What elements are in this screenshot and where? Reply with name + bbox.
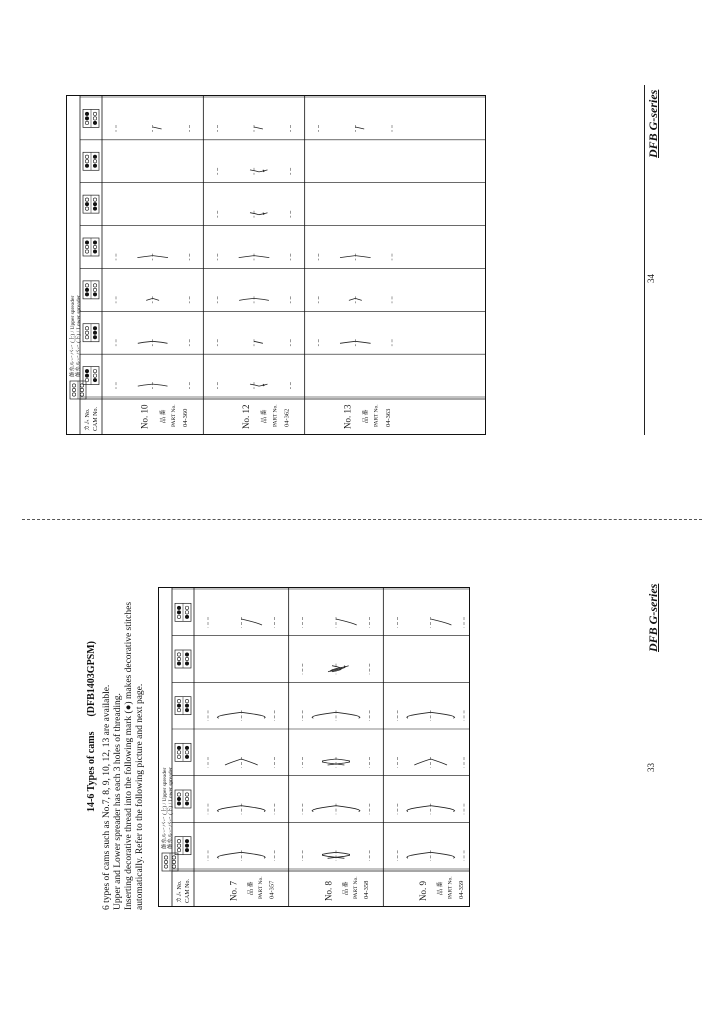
- threaded-hole-mark: [93, 336, 96, 339]
- legend-lower-spreader: 飾糸ルーパー (下) / Lower spreader: [76, 295, 82, 377]
- stitch-trace: [336, 619, 357, 625]
- part-label-jp: 品 番: [248, 881, 255, 895]
- empty-hole-mark: [85, 155, 88, 158]
- stitch-trace: [217, 806, 241, 812]
- table-frame: [67, 96, 486, 435]
- empty-hole-mark: [72, 393, 75, 396]
- threaded-hole-mark: [185, 839, 188, 842]
- threaded-hole-mark: [93, 121, 96, 124]
- stitch-trace: [407, 712, 431, 718]
- threaded-hole-mark: [85, 164, 88, 167]
- stitch-trace: [312, 806, 336, 812]
- stitch-trace: [336, 806, 360, 812]
- stitch-trace: [250, 170, 259, 172]
- stitch-trace: [239, 298, 254, 300]
- threaded-hole-mark: [93, 250, 96, 253]
- threaded-hole-mark: [93, 331, 96, 334]
- empty-hole-mark: [177, 653, 180, 656]
- threaded-hole-mark: [93, 327, 96, 330]
- stitch-trace: [250, 384, 259, 386]
- stitch-trace: [137, 256, 152, 258]
- legend-upper-spreader: 飾糸ルーパー (上) / Upper spreader: [162, 767, 168, 849]
- part-label-jp: 品 番: [438, 881, 445, 895]
- part-number: 04-358: [363, 880, 371, 899]
- page-number-34: 34: [646, 274, 656, 283]
- legend-upper-spreader: 飾糸ルーパー (上) / Upper spreader: [70, 295, 76, 377]
- description-line-1: 6 types of cams such as No.7, 8, 9, 10, 12, 13 are available.: [102, 684, 112, 910]
- empty-hole-mark: [93, 245, 96, 248]
- empty-hole-mark: [85, 331, 88, 334]
- empty-hole-mark: [85, 121, 88, 124]
- stitch-trace: [340, 341, 355, 343]
- empty-hole-mark: [93, 160, 96, 163]
- part-label-jp: 品 番: [160, 409, 167, 423]
- stitch-trace: [241, 759, 257, 765]
- threaded-hole-mark: [85, 202, 88, 205]
- stitch-trace: [414, 759, 430, 765]
- threaded-hole-mark: [85, 374, 88, 377]
- stitch-trace: [355, 127, 364, 129]
- empty-hole-mark: [177, 615, 180, 618]
- threaded-hole-mark: [93, 207, 96, 210]
- threaded-hole-mark: [85, 117, 88, 120]
- stitch-trace: [254, 127, 263, 129]
- empty-hole-mark: [185, 751, 188, 754]
- section-title: 14-6 Types of cams: [86, 731, 97, 812]
- stitch-trace: [407, 806, 431, 812]
- stitch-trace: [250, 213, 259, 215]
- stitch-trace: [254, 256, 269, 258]
- empty-hole-mark: [172, 856, 175, 859]
- stitch-trace: [138, 384, 153, 386]
- cam-header-jp: カム No.: [85, 408, 91, 431]
- stitch-trace: [355, 298, 362, 300]
- series-name-34: DFB G-series: [646, 89, 660, 158]
- stitch-trace: [431, 806, 455, 812]
- empty-hole-mark: [164, 860, 167, 863]
- stitch-trace: [217, 852, 241, 858]
- empty-hole-mark: [85, 160, 88, 163]
- threaded-hole-mark: [185, 802, 188, 805]
- cam-header-en: CAM No.: [93, 406, 99, 431]
- threaded-hole-mark: [85, 288, 88, 291]
- stitch-trace: [254, 298, 269, 300]
- cam-table-page-34: [66, 95, 486, 435]
- empty-hole-mark: [185, 793, 188, 796]
- empty-hole-mark: [164, 856, 167, 859]
- empty-hole-mark: [164, 865, 167, 868]
- part-label-en: PART No.: [170, 404, 177, 427]
- cam-number: No. 13: [342, 404, 353, 429]
- empty-hole-mark: [177, 844, 180, 847]
- threaded-hole-mark: [93, 155, 96, 158]
- threaded-hole-mark: [93, 378, 96, 381]
- cam-number: No. 7: [228, 881, 239, 901]
- section-heading: [86, 641, 97, 812]
- cam-header-en: CAM No.: [185, 878, 191, 903]
- stitch-trace: [153, 256, 168, 258]
- empty-hole-mark: [177, 848, 180, 851]
- threaded-hole-mark: [185, 704, 188, 707]
- threaded-hole-mark: [85, 369, 88, 372]
- stitch-trace: [153, 298, 159, 300]
- stitch-trace: [241, 852, 265, 858]
- empty-hole-mark: [72, 388, 75, 391]
- part-number: 04-362: [283, 408, 291, 427]
- cam-number: No. 9: [417, 881, 428, 901]
- stitch-trace: [336, 712, 360, 718]
- stitch-trace: [431, 712, 455, 718]
- cam-table-page-33: [158, 587, 470, 907]
- threaded-hole-mark: [177, 746, 180, 749]
- description-line-3: Inserting decorative thread into the following mark (●) makes decorative stitches: [124, 601, 134, 910]
- stitch-trace: [146, 298, 153, 300]
- empty-hole-mark: [85, 378, 88, 381]
- empty-hole-mark: [93, 117, 96, 120]
- empty-hole-mark: [177, 755, 180, 758]
- cam-number: No. 12: [240, 404, 251, 429]
- empty-hole-mark: [185, 611, 188, 614]
- cam-number: No. 8: [323, 881, 334, 901]
- empty-hole-mark: [172, 865, 175, 868]
- part-label-jp: 品 番: [363, 409, 370, 423]
- series-name-33: DFB G-series: [646, 583, 660, 652]
- threaded-hole-mark: [85, 241, 88, 244]
- threaded-hole-mark: [85, 112, 88, 115]
- stitch-trace: [431, 759, 447, 765]
- threaded-hole-mark: [185, 848, 188, 851]
- stitch-trace: [241, 806, 265, 812]
- threaded-hole-mark: [185, 844, 188, 847]
- description-line-4: automatically. Refer to the following picture and next page.: [135, 683, 145, 910]
- empty-hole-mark: [185, 657, 188, 660]
- empty-hole-mark: [85, 336, 88, 339]
- threaded-hole-mark: [177, 611, 180, 614]
- stitch-trace: [340, 256, 355, 258]
- threaded-hole-mark: [185, 662, 188, 665]
- part-label-en: PART No.: [447, 876, 454, 899]
- stitch-trace: [153, 341, 168, 343]
- model-number: (DFB1403GPSM): [86, 640, 97, 717]
- threaded-hole-mark: [93, 241, 96, 244]
- empty-hole-mark: [177, 839, 180, 842]
- threaded-hole-mark: [93, 202, 96, 205]
- part-label-en: PART No.: [352, 876, 359, 899]
- part-number: 04-360: [182, 408, 190, 427]
- legend-lower-spreader: 飾糸ルーパー (下) / Lower spreader: [168, 767, 174, 849]
- description-line-2: Upper and Lower spreader has each 3 holes of threading.: [113, 693, 123, 910]
- part-number: 04-363: [384, 408, 392, 427]
- empty-hole-mark: [93, 284, 96, 287]
- empty-hole-mark: [177, 657, 180, 660]
- empty-hole-mark: [177, 708, 180, 711]
- threaded-hole-mark: [177, 662, 180, 665]
- stitch-trace: [138, 341, 153, 343]
- threaded-hole-mark: [185, 755, 188, 758]
- empty-hole-mark: [93, 369, 96, 372]
- stitch-trace: [407, 852, 431, 858]
- threaded-hole-mark: [185, 746, 188, 749]
- empty-hole-mark: [85, 207, 88, 210]
- threaded-hole-mark: [177, 704, 180, 707]
- empty-hole-mark: [72, 384, 75, 387]
- stitch-trace: [241, 619, 262, 625]
- empty-hole-mark: [185, 699, 188, 702]
- stitch-trace: [241, 712, 265, 718]
- stitch-trace: [254, 341, 263, 343]
- empty-hole-mark: [177, 751, 180, 754]
- empty-hole-mark: [85, 284, 88, 287]
- threaded-hole-mark: [93, 293, 96, 296]
- stitch-trace: [349, 298, 355, 300]
- part-label-en: PART No.: [272, 404, 279, 427]
- empty-hole-mark: [85, 327, 88, 330]
- part-label-jp: 品 番: [343, 881, 350, 895]
- stitch-trace: [217, 712, 241, 718]
- stitch-trace: [153, 127, 162, 129]
- threaded-hole-mark: [85, 293, 88, 296]
- part-number: 04-357: [268, 880, 276, 899]
- threaded-hole-mark: [177, 802, 180, 805]
- empty-hole-mark: [80, 388, 83, 391]
- part-label-en: PART No.: [373, 404, 380, 427]
- threaded-hole-mark: [93, 164, 96, 167]
- empty-hole-mark: [85, 250, 88, 253]
- stitch-trace: [431, 619, 452, 625]
- empty-hole-mark: [93, 374, 96, 377]
- empty-hole-mark: [85, 198, 88, 201]
- empty-hole-mark: [172, 860, 175, 863]
- empty-hole-mark: [93, 288, 96, 291]
- empty-hole-mark: [177, 699, 180, 702]
- threaded-hole-mark: [185, 615, 188, 618]
- part-number: 04-359: [457, 880, 465, 899]
- stitch-trace: [239, 256, 254, 258]
- empty-hole-mark: [177, 793, 180, 796]
- page-divider: [22, 519, 702, 520]
- page-number-33: 33: [646, 763, 656, 772]
- stitch-trace: [225, 759, 241, 765]
- stitch-trace: [355, 341, 370, 343]
- empty-hole-mark: [185, 606, 188, 609]
- empty-hole-mark: [93, 112, 96, 115]
- part-label-en: PART No.: [258, 876, 265, 899]
- threaded-hole-mark: [177, 606, 180, 609]
- cam-header-jp: カム No.: [177, 880, 183, 903]
- threaded-hole-mark: [185, 708, 188, 711]
- empty-hole-mark: [93, 198, 96, 201]
- threaded-hole-mark: [177, 797, 180, 800]
- table-frame: [159, 588, 470, 907]
- empty-hole-mark: [185, 797, 188, 800]
- part-label-jp: 品 番: [262, 409, 269, 423]
- stitch-trace: [355, 256, 370, 258]
- empty-hole-mark: [85, 245, 88, 248]
- threaded-hole-mark: [185, 653, 188, 656]
- margin-rule: [644, 85, 645, 435]
- stitch-trace: [153, 384, 168, 386]
- cam-number: No. 10: [139, 404, 150, 429]
- stitch-trace: [431, 852, 455, 858]
- empty-hole-mark: [80, 393, 83, 396]
- stitch-trace: [312, 712, 336, 718]
